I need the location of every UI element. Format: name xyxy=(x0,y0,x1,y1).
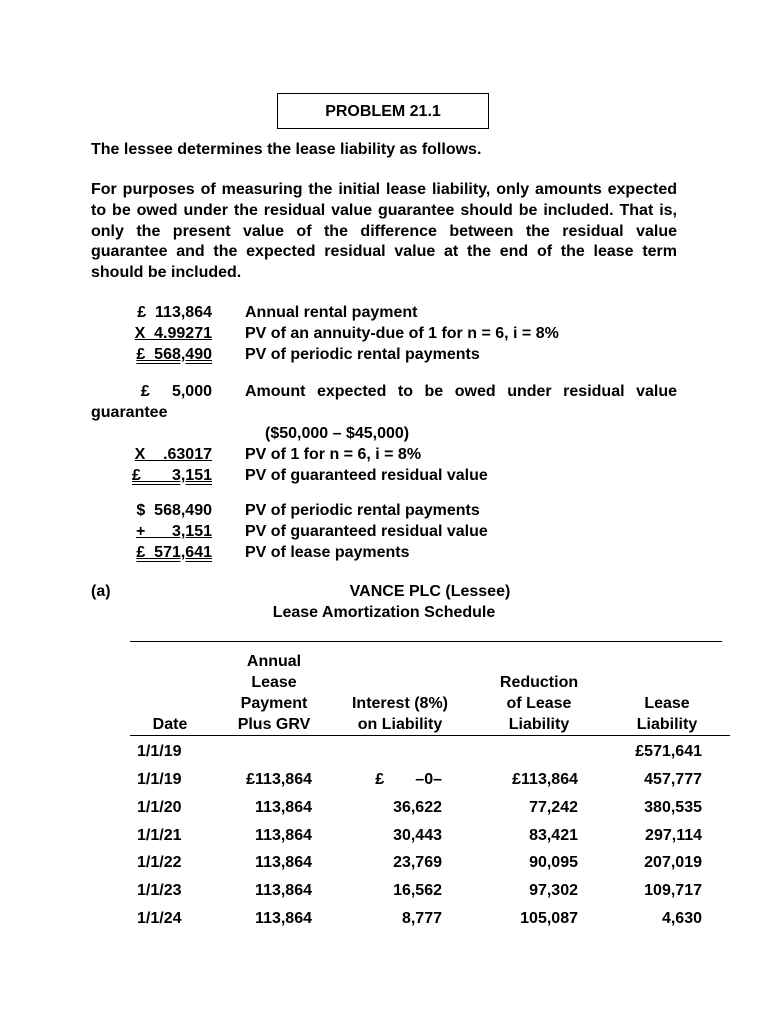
calc2-desc: PV of guaranteed residual value xyxy=(245,467,488,484)
date-cell: 1/1/19 xyxy=(137,743,182,760)
schedule-title: Lease Amortization Schedule xyxy=(272,604,496,621)
calc2-amount: X .63017 xyxy=(134,446,212,463)
interest-cell: 36,622 xyxy=(393,799,442,816)
header-payment: Annual Lease Payment Plus GRV xyxy=(237,653,311,733)
payment-cell: 113,864 xyxy=(255,799,312,816)
calc3-desc: PV of periodic rental payments xyxy=(245,502,480,519)
liability-cell: £571,641 xyxy=(635,743,702,760)
calc3-amount: $ 568,490 xyxy=(136,502,212,519)
calc1-row xyxy=(0,304,768,325)
header-rule xyxy=(130,735,730,736)
payment-cell: 113,864 xyxy=(255,882,312,899)
liability-cell: 457,777 xyxy=(644,771,702,788)
interest-cell: 23,769 xyxy=(393,854,442,871)
interest-cell: £ –0– xyxy=(375,771,442,788)
date-cell: 1/1/24 xyxy=(137,910,182,927)
part-label: (a) xyxy=(91,583,111,600)
payment-cell: 113,864 xyxy=(255,827,312,844)
calc3-amount: + 3,151 xyxy=(135,523,212,540)
calc2-amount: £ 3,151 xyxy=(131,467,212,484)
calc2-amount: £ 5,000 xyxy=(140,383,212,400)
header-reduction: Reduction of Lease Liability xyxy=(499,674,579,733)
liability-cell: 380,535 xyxy=(644,799,702,816)
date-cell: 1/1/23 xyxy=(137,882,182,899)
interest-cell: 30,443 xyxy=(393,827,442,844)
calc1-desc: PV of an annuity-due of 1 for n = 6, i = 8% xyxy=(245,325,559,342)
explanation-paragraph: For purposes of measuring the initial lease liability, only amounts expected to be owed under the residual value guarantee should be included. That is, only the present value of the difference between the residual value guarantee and the expected residual value at the end of the lease term should be included. xyxy=(91,181,677,282)
reduction-cell: 105,087 xyxy=(520,910,578,927)
calc1-desc: Annual rental payment xyxy=(245,304,418,321)
calc2-row xyxy=(0,446,768,467)
liability-cell: 297,114 xyxy=(645,827,702,844)
calc3-desc: PV of lease payments xyxy=(245,544,410,561)
calc3-amount: £ 571,641 xyxy=(136,544,212,561)
calc3-row xyxy=(0,544,768,565)
liability-cell: 207,019 xyxy=(644,854,702,871)
calc2-desc-continued: guarantee xyxy=(91,404,168,421)
header-liability: Lease Liability xyxy=(636,695,698,733)
reduction-cell: £113,864 xyxy=(512,771,578,788)
reduction-cell: 97,302 xyxy=(529,882,578,899)
intro-text: The lessee determines the lease liability as follows. xyxy=(91,141,482,158)
header-date: Date xyxy=(152,716,188,733)
calc1-amount: X 4.99271 xyxy=(134,325,212,342)
calc2-desc: PV of 1 for n = 6, i = 8% xyxy=(245,446,422,463)
payment-cell: 113,864 xyxy=(255,854,312,871)
problem-title: PROBLEM 21.1 xyxy=(277,93,489,129)
payment-cell: £113,864 xyxy=(246,771,312,788)
calc1-amount: £ 113,864 xyxy=(137,304,212,321)
top-rule xyxy=(130,641,722,642)
interest-cell: 8,777 xyxy=(401,910,442,927)
date-cell: 1/1/22 xyxy=(137,854,182,871)
reduction-cell: 90,095 xyxy=(529,854,578,871)
date-cell: 1/1/20 xyxy=(137,799,182,816)
calc1-desc: PV of periodic rental payments xyxy=(245,346,480,363)
interest-cell: 16,562 xyxy=(393,882,442,899)
calc2-row xyxy=(0,383,768,404)
calc3-row xyxy=(0,502,768,523)
calc3-row xyxy=(0,523,768,544)
header-interest: Interest (8%) on Liability xyxy=(351,695,449,733)
reduction-cell: 77,242 xyxy=(529,799,578,816)
calc2-desc: Amount expected to be owed under residual value xyxy=(245,383,677,400)
payment-cell: 113,864 xyxy=(255,910,312,927)
calc1-amount: £ 568,490 xyxy=(136,346,212,363)
calc3-desc: PV of guaranteed residual value xyxy=(245,523,488,540)
calc2-row xyxy=(0,467,768,488)
date-cell: 1/1/19 xyxy=(137,771,182,788)
date-cell: 1/1/21 xyxy=(137,827,182,844)
calc1-row xyxy=(0,346,768,367)
calc2-note: ($50,000 – $45,000) xyxy=(265,425,410,442)
liability-cell: 109,717 xyxy=(644,882,702,899)
reduction-cell: 83,421 xyxy=(529,827,578,844)
calc1-row xyxy=(0,325,768,346)
schedule-company: VANCE PLC (Lessee) xyxy=(349,583,511,600)
liability-cell: 4,630 xyxy=(661,910,702,927)
